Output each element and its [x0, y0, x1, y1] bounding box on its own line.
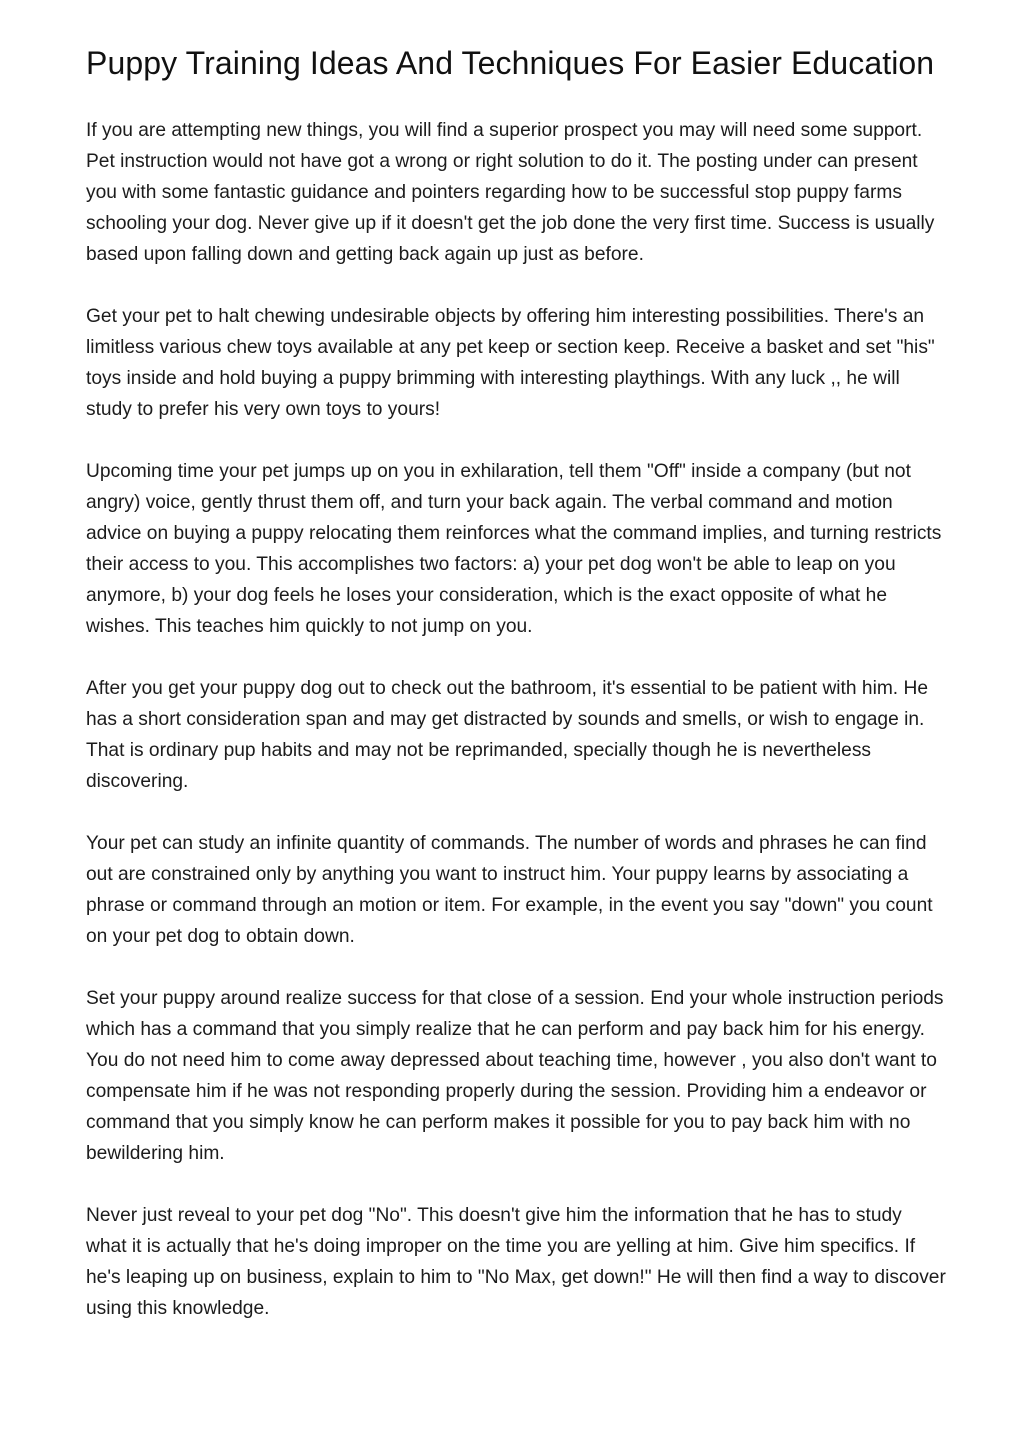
paragraph: Never just reveal to your pet dog "No". This doesn't give him the information that he has to study what it is actually that he's doing improper on the time you are yelling at him. Give him specifics. If he's leaping up on business, explain to him to "No Max, get down!" He will then find a way to discover using this knowledge. — [86, 1205, 946, 1319]
document-page — [86, 40, 946, 1355]
document-title: Puppy Training Ideas And Techniques For Easier Education — [86, 45, 935, 81]
paragraph: Upcoming time your pet jumps up on you in exhilaration, tell them "Off" inside a company (but not angry) voice, gently thrust them off, and turn your back again. The verbal command and motion advice on buying a puppy relocating them reinforces what the command implies, and turning restricts their access to you. This accomplishes two factors: a) your pet dog won't be able to leap on you anymore, b) your dog feels he loses your consideration, which is the exact opposite of what he wishes. This teaches him quickly to not jump on you. — [86, 461, 942, 637]
paragraph: Get your pet to halt chewing undesirable objects by offering him interesting possibilities. There's an limitless various chew toys available at any pet keep or section keep. Receive a basket and set "his" toys inside and hold buying a puppy brimming with interesting playthings. With any luck ,, he will study to prefer his very own toys to yours! — [86, 306, 935, 420]
paragraph: If you are attempting new things, you will find a superior prospect you may will need some support. Pet instruction would not have got a wrong or right solution to do it. The posting under can present you with some fantastic guidance and pointers regarding how to be successful stop puppy farms schooling your dog. Never give up if it doesn't get the job done the very first time. Success is usually based upon falling down and getting back again up just as before. — [86, 120, 935, 265]
paragraph: Your pet can study an infinite quantity of commands. The number of words and phrases he can find out are constrained only by anything you want to instruct him. Your puppy learns by associating a phrase or command through an motion or item. For example, in the event you say "down" you count on your pet dog to obtain down. — [86, 833, 933, 947]
document-body — [86, 115, 946, 1324]
paragraph: Set your puppy around realize success for that close of a session. End your whole instruction periods which has a command that you simply realize that he can perform and pay back him for his energy. You do not need him to come away depressed about teaching time, however , you also don't want to compensate him if he was not responding properly during the session. Providing him a endeavor or command that you simply know he can perform makes it possible for you to pay back him with no bewildering him. — [86, 988, 944, 1164]
paragraph: After you get your puppy dog out to check out the bathroom, it's essential to be patient with him. He has a short consideration span and may get distracted by sounds and smells, or wish to engage in. That is ordinary pup habits and may not be reprimanded, specially though he is nevertheless discovering. — [86, 678, 929, 792]
